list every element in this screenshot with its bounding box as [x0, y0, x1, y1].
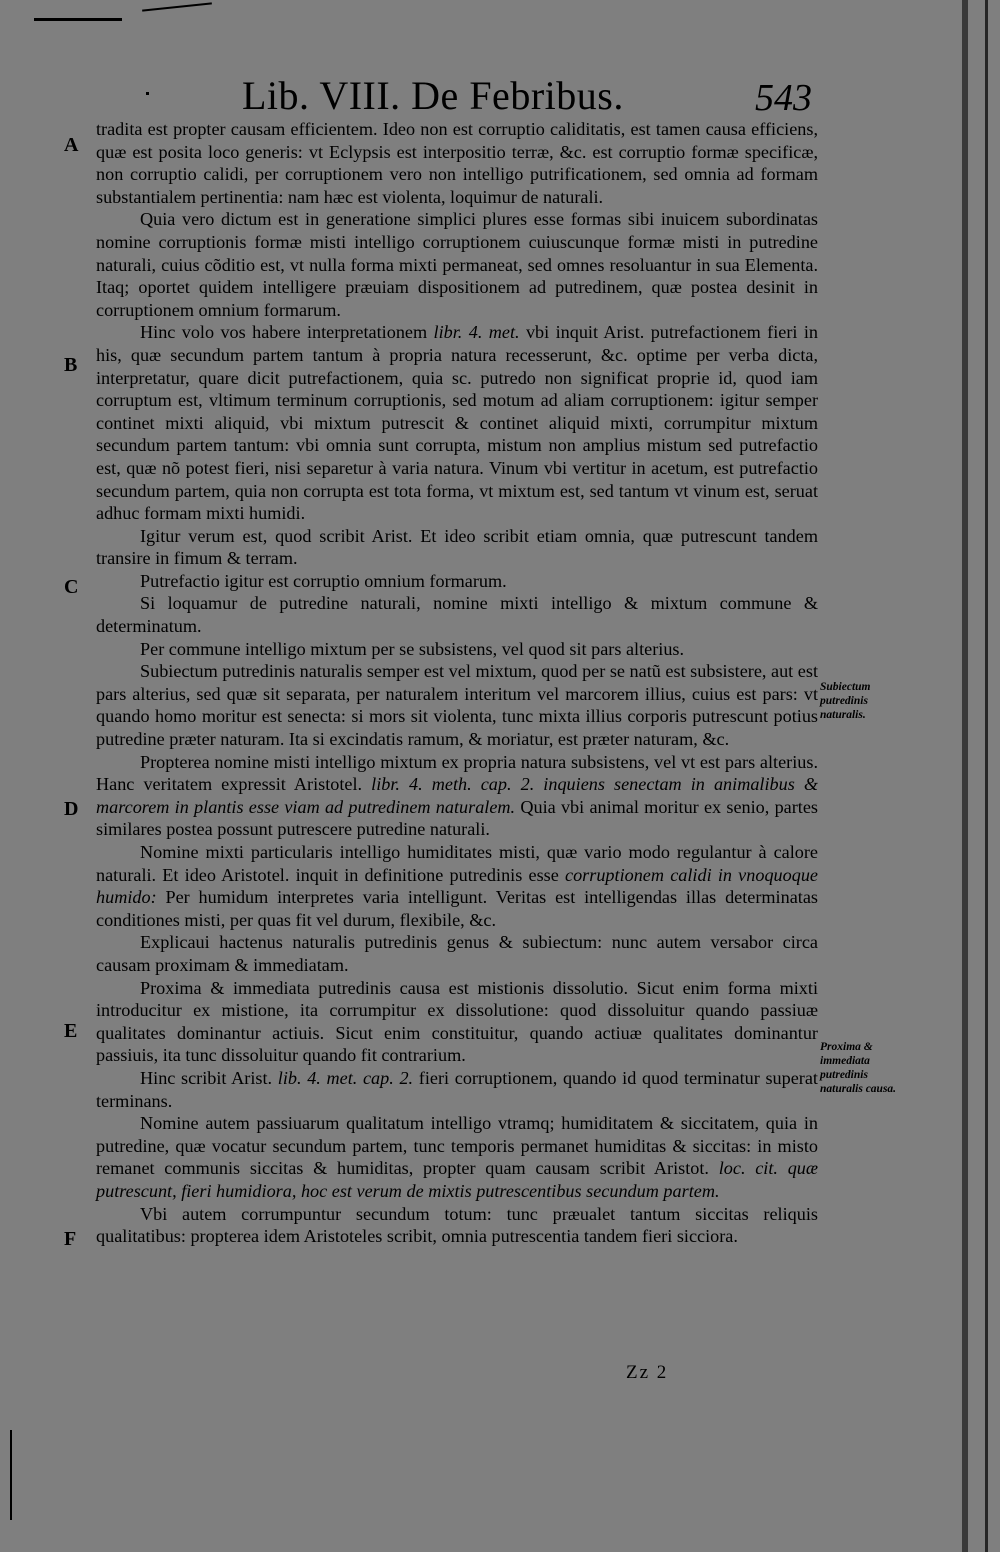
margin-letter-b: B: [64, 354, 78, 376]
paragraph: [96, 1112, 818, 1202]
paragraph: [96, 751, 818, 841]
paragraph: Quia vero dictum est in generatione simplici plures esse formas sibi inuicem subordinatas nomine corruptionis formæ misti intelligo corruptionem cuiuscunque formæ misti in putredine naturali, cuius cõditio est, vt nulla forma mixti permaneat, sed omnes resoluantur in sua Elementa. Itaq; oportet quidem intelligere præuiam dispositionem ad putredinem, quæ postea desinit in corruptionem omnium formarum.: [96, 209, 818, 320]
paragraph: tradita est propter causam efficientem. Ideo non est corruptio caliditatis, est tamen causa efficiens, quæ est posita loco generis: vt Eclypsis est interpositio terræ, &c. est corruptio formæ specificæ, non corruptio calidi, per corruptionem vero non intelligo putrificationem, sed omnia ad formam substantialem pertinentia: nam hæc est violenta, loquimur de naturali.: [96, 119, 818, 207]
paragraph: [96, 321, 818, 524]
paragraph-text: Hinc scribit Arist.: [140, 1067, 278, 1088]
margin-note-proxima: Proxima & immediata putredinis naturalis causa.: [820, 1041, 897, 1095]
right-edge-shadow: [962, 0, 968, 1552]
top-left-scan-mark: [34, 18, 122, 21]
paragraph-text: vbi inquit Arist. putrefactionem fieri in his, quæ secundum partem tantum à propria natura recesserunt, &c. optime per verba dicta, interpretatur, quare dicit putrefactionem, quia sc. putredo non significat proprie id, quod iam corruptum est, vltimum terminum corruptionis, sed motum ad aliam corruptionem: igitur semper continet mixti aliquid, vbi mixtum putrescit & continet aliquid mixti, corrumpitur mixtum secundum partem tantum: vbi omnia sunt corrupta, mistum non amplius mistum sed putrefactio est, quæ nõ potest fieri, nisi separetur à varia natura. Vinum vbi vertitur in acetum, est putrefactio secundum partem, quia non corrupta est tota forma, vt mixtum est, sed tantum vt vinum est, seruat adhuc formam mixti humidi.: [96, 322, 818, 524]
body-text: [96, 118, 818, 1248]
paragraph: Vbi autem corrumpuntur secundum totum: tunc præualet tantum siccitas reliquis qualitatibus: propterea idem Aristoteles scribit, omnia putrescentia tandem fieri sicciora.: [96, 1203, 818, 1247]
citation: libr. 4. meth. cap. 2. inquiens senectam in animalibus & marcorem in plantis esse viam ad putredinem naturalem.: [96, 774, 819, 817]
citation: loc. cit. quæ putrescunt, fieri humidiora, hoc est verum de mixtis putrescentibus secundum partem.: [96, 1158, 819, 1201]
top-scribble-mark: [142, 2, 212, 11]
margin-letter-e: E: [64, 1020, 78, 1042]
paragraph: Subiectum putredinis naturalis semper est vel mixtum, quod per se natũ est subsistere, aut est pars alterius, sed quæ sit separata, per naturalem interitum vel marcorem illius, cuius est pars: vt quando homo moritur est senecta: si mors sit violenta, tunc mixta illius corporis putrescunt potius putredine præter naturam. Ita si excindatis ramum, & moriatur, est præter naturam, &c.: [96, 661, 818, 750]
paragraph: [96, 841, 818, 931]
paragraph: Per commune intelligo mixtum per se subsistens, vel quod sit pars alterius.: [140, 638, 685, 659]
paragraph-text: Hinc volo vos habere interpretationem: [140, 322, 434, 343]
right-edge-line: [985, 0, 988, 1552]
paragraph-text: Nomine autem passiuarum qualitatum intelligo vtramq; humiditatem & siccitatem, quia in putredine, quæ vocatur secundum partem, tunc temporis permanet humiditas & siccitas: in misto remanet communis siccitas & humiditas, propter quam causam scribit Aristot.: [96, 1113, 818, 1179]
margin-note-subiectum: Subiectum putredinis naturalis.: [820, 681, 871, 721]
paragraph-text: Propterea nomine misti intelligo mixtum ex propria natura subsistens, vel vt est pars alterius. Hanc veritatem expressit Aristotel.: [96, 751, 818, 795]
page-number: 543: [755, 77, 812, 119]
paragraph: Putrefactio igitur est corruptio omnium formarum.: [140, 570, 507, 591]
signature-mark: Zz 2: [626, 1362, 669, 1383]
paragraph-text: Per humidum interpretes varia intelligunt. Veritas est intelligendas illas determinatas conditiones misti, per quas fit vel durum, flexibile, &c.: [96, 887, 818, 930]
paragraph-text: fieri corruptionem, quando id quod terminatur superat terminans.: [96, 1067, 818, 1111]
citation: lib. 4. met. cap. 2.: [277, 1067, 414, 1088]
paragraph-text: Quia vbi animal moritur ex senio, partes similares postea possunt putrescere putredine naturali.: [96, 796, 818, 840]
paragraph: Si loquamur de putredine naturali, nomine mixti intelligo & mixtum commune & determinatum.: [96, 593, 818, 637]
paragraph: Proxima & immediata putredinis causa est mistionis dissolutio. Sicut enim forma mixti introducitur ex mistione, ita corrumpitur ex dissolutione: quod dissoluitur quando passiuæ qualitates dominantur actiuis. Sicut enim constituitur, quando actiuæ qualitates dominantur passiuis, ita tunc dissoluitur quando fit contrarium.: [96, 977, 818, 1066]
citation: corruptionem calidi in vnoquoque humido:: [96, 864, 818, 908]
margin-letter-d: D: [64, 798, 79, 820]
citation: libr. 4. met.: [433, 322, 520, 343]
paragraph: Explicaui hactenus naturalis putredinis genus & subiectum: nunc autem versabor circa causam proximam & immediatam.: [96, 932, 818, 975]
paragraph: [96, 1067, 818, 1112]
running-head-title: Lib. VIII. De Febribus.: [242, 73, 624, 118]
left-edge-line: [10, 1430, 12, 1520]
margin-letter-f: F: [64, 1228, 77, 1250]
margin-letter-a: A: [64, 134, 79, 156]
margin-letter-c: C: [64, 576, 79, 598]
paragraph-text: Nomine mixti particularis intelligo humiditates misti, quæ vario modo regulantur à calore naturali. Et ideo Aristotel. inquit in definitione putredinis esse: [96, 842, 818, 885]
head-dot: [146, 92, 149, 95]
paragraph: Igitur verum est, quod scribit Arist. Et ideo scribit etiam omnia, quæ putrescunt tandem transire in fimum & terram.: [96, 525, 818, 569]
